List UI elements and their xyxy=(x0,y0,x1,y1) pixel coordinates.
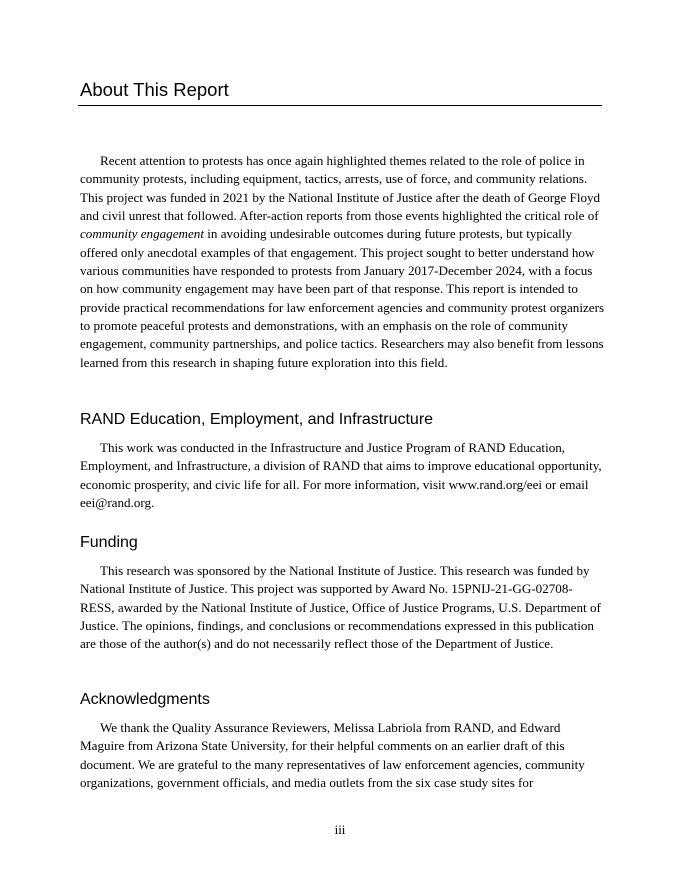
intro-paragraph xyxy=(80,152,606,372)
section-body-rand-eei: This work was conducted in the Infrastructure and Justice Program of RAND Education, Employment, and Infrastructure, a division of RAND that aims to improve educational opportunity, economic prosperity, and civic life for all. For more information, visit www.rand.org/eei or email eei@rand.org. xyxy=(80,440,602,511)
section-heading-acknowledgments: Acknowledgments xyxy=(80,691,210,708)
intro-emphasis: community engagement xyxy=(80,226,204,242)
intro-text-after: in avoiding undesirable outcomes during future protests, but typically offered only anecdotal examples of that engagement. This project sought to better understand how various communities have responded to protests from January 2017-December 2024, with a focus on how community engagement may have been part of that response. This report is intended to provide practical recommendations for law enforcement agencies and community protest organizers to promote peaceful protests and demonstrations, with an emphasis on the role of community engagement, community partnerships, and police tactics. Researchers may also benefit from lessons learned from this research in shaping future exploration into this field. xyxy=(80,226,605,370)
section-heading-funding: Funding xyxy=(80,534,138,551)
title-divider xyxy=(78,105,602,106)
intro-text-before: Recent attention to protests has once again highlighted themes related to the role of police in community protests, including equipment, tactics, arrests, use of force, and community relations. This project was funded in 2021 by the National Institute of Justice after the death of George Floyd and civil unrest that followed. After-action reports from those events highlighted the critical role of xyxy=(80,153,601,224)
section-body-acknowledgments: We thank the Quality Assurance Reviewers, Melissa Labriola from RAND, and Edward Maguire from Arizona State University, for their helpful comments on an earlier draft of this document. We are grateful to the many representatives of law enforcement agencies, community organizations, government officials, and media outlets from the six case study sites for xyxy=(80,720,585,791)
page-title: About This Report xyxy=(80,79,229,100)
section-heading-rand-eei: RAND Education, Employment, and Infrastructure xyxy=(80,411,434,428)
page-number: iii xyxy=(334,822,346,837)
section-body-funding: This research was sponsored by the National Institute of Justice. This research was funded by National Institute of Justice. This project was supported by Award No. 15PNIJ-21-GG-02708-RESS, awarded by the National Institute of Justice, Office of Justice Programs, U.S. Department of Justice. The opinions, findings, and conclusions or recommendations expressed in this publication are those of the author(s) and do not necessarily reflect those of the Department of Justice. xyxy=(80,563,601,652)
